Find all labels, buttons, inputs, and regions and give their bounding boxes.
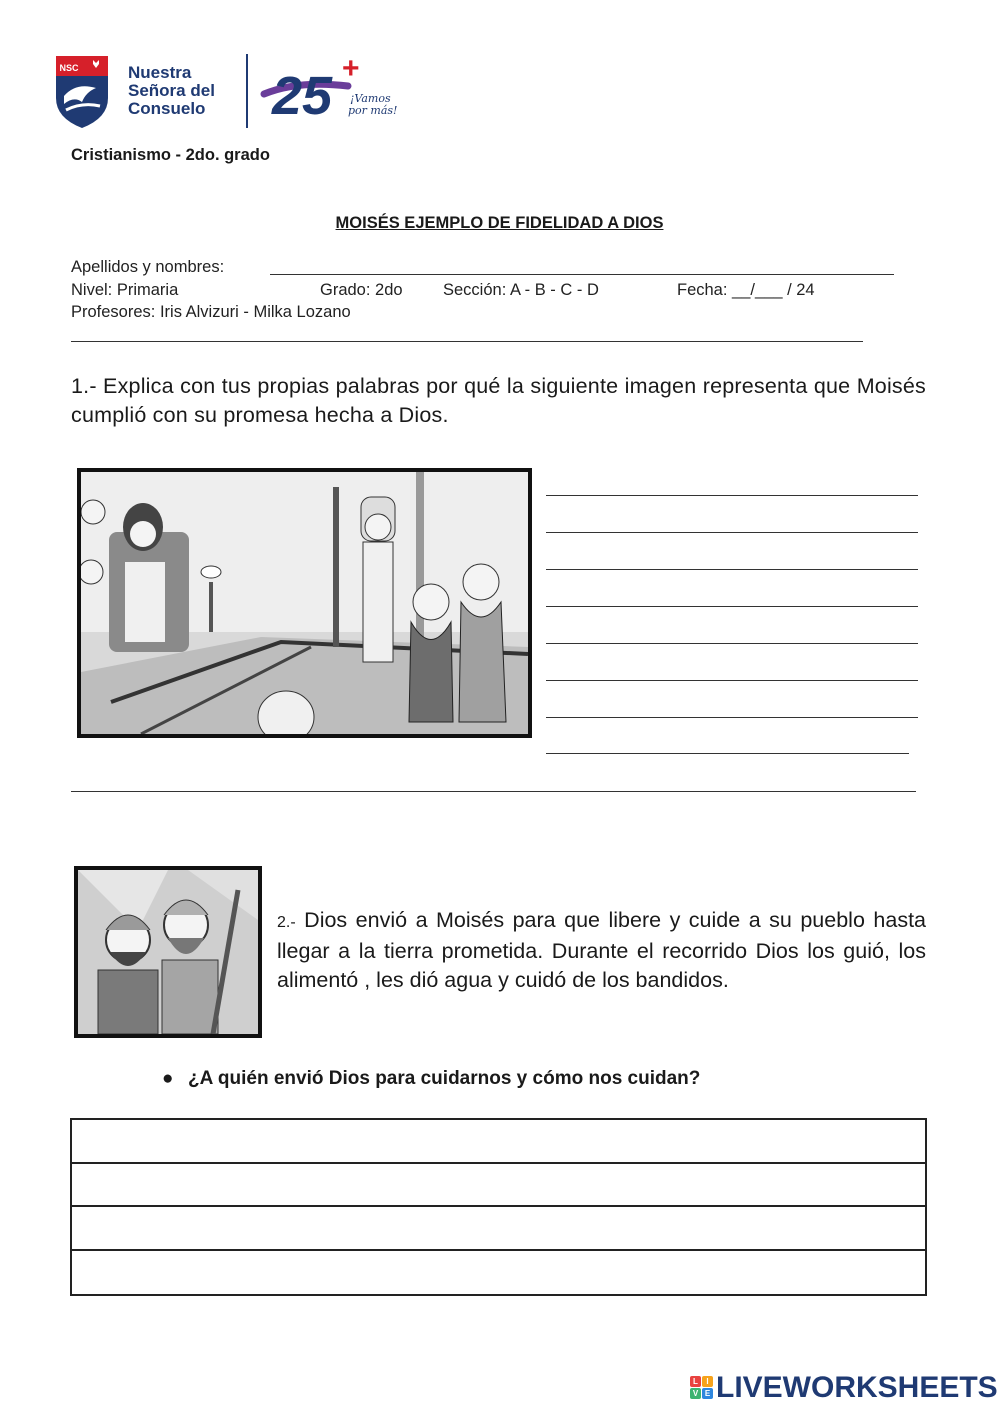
anniversary-logo bbox=[258, 50, 398, 130]
level-row bbox=[71, 281, 931, 303]
pharaoh-court-illustration bbox=[77, 468, 532, 738]
bullet-question-text: ¿A quién envió Dios para cuidarnos y cómo nos cuidan? bbox=[188, 1068, 701, 1089]
answer-table-row-2[interactable] bbox=[72, 1164, 925, 1208]
anniversary-number: 25 bbox=[272, 66, 333, 126]
answer-line-8[interactable] bbox=[546, 753, 909, 754]
grade-label: Grado: 2do bbox=[320, 281, 403, 299]
moses-aaron-drawing bbox=[78, 870, 258, 1034]
level-label: Nivel: Primaria bbox=[71, 281, 179, 299]
answer-table-row-1[interactable] bbox=[72, 1120, 925, 1164]
date-label[interactable]: Fecha: __/___ / 24 bbox=[677, 281, 815, 299]
question-2-body: Dios envió a Moisés para que libere y cuide a su pueblo hasta llegar a la tierra prometida. Durante el recorrido Dios los guió, los alimentó , les dió agua y cuidó de los bandidos. bbox=[277, 908, 926, 992]
shield-abbr: NSC bbox=[59, 63, 79, 73]
liveworksheets-wordmark: LIVEWORKSHEETS bbox=[716, 1371, 998, 1404]
brand-letter-2: I bbox=[702, 1376, 713, 1387]
bullet-question bbox=[162, 1068, 700, 1090]
worksheet-title: MOISÉS EJEMPLO DE FIDELIDAD A DIOS bbox=[335, 214, 664, 232]
section-label: Sección: A - B - C - D bbox=[443, 281, 599, 299]
question-1-text: 1.- Explica con tus propias palabras por qué la siguiente imagen representa que Moisés cumplió con su promesa hecha a Dios. bbox=[71, 374, 926, 427]
moses-aaron-illustration bbox=[74, 866, 262, 1038]
bullet-icon: ● bbox=[162, 1068, 174, 1089]
answer-table-row-4[interactable] bbox=[72, 1251, 925, 1295]
anniversary-slogan-line-1: ¡Vamos bbox=[350, 92, 391, 105]
school-name-line-2: Señora del bbox=[128, 81, 215, 100]
answer-line-3[interactable] bbox=[546, 569, 918, 570]
answer-line-6[interactable] bbox=[546, 680, 918, 681]
answer-table bbox=[70, 1118, 927, 1296]
answer-line-1[interactable] bbox=[546, 495, 918, 496]
answer-line-7[interactable] bbox=[546, 717, 918, 718]
answer-table-row-3[interactable] bbox=[72, 1207, 925, 1251]
logo-divider bbox=[246, 54, 248, 128]
question-2-number: 2.- bbox=[277, 914, 296, 931]
anniversary-plus: + bbox=[342, 52, 360, 85]
liveworksheets-grid-icon bbox=[690, 1376, 714, 1400]
subject-heading: Cristianismo - 2do. grado bbox=[71, 146, 270, 164]
brand-letter-4: E bbox=[702, 1388, 713, 1399]
answer-line-5[interactable] bbox=[546, 643, 918, 644]
school-name-line-3: Consuelo bbox=[128, 99, 206, 118]
school-shield-logo bbox=[52, 52, 112, 130]
info-separator-line bbox=[71, 341, 863, 342]
answer-line-2[interactable] bbox=[546, 532, 918, 533]
answer-line-9[interactable] bbox=[71, 791, 916, 792]
teachers-label: Profesores: Iris Alvizuri - Milka Lozano bbox=[71, 303, 351, 321]
brand-letter-1: L bbox=[690, 1376, 701, 1387]
answer-line-4[interactable] bbox=[546, 606, 918, 607]
pharaoh-court-drawing bbox=[81, 472, 528, 734]
name-input-line[interactable] bbox=[270, 274, 894, 275]
anniversary-slogan-line-2: por más! bbox=[348, 104, 398, 117]
brand-letter-3: V bbox=[690, 1388, 701, 1399]
question-2-text bbox=[277, 906, 926, 995]
name-label: Apellidos y nombres: bbox=[71, 258, 225, 276]
school-name-line-1: Nuestra bbox=[128, 63, 192, 82]
school-name bbox=[128, 64, 215, 118]
